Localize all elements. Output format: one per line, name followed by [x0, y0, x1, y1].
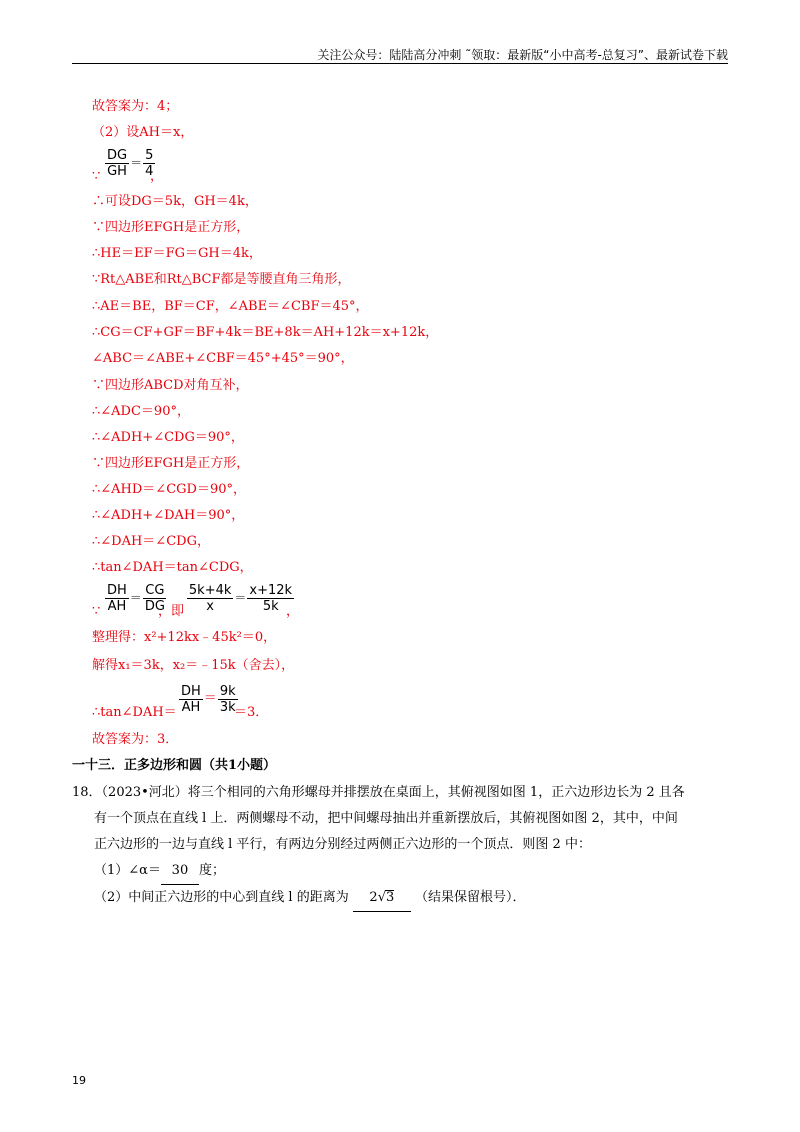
solution-line: ＝3．: [234, 705, 269, 720]
fraction-group: [178, 684, 239, 718]
solution-line: ∴∠ADH+∠CDG＝90°，: [92, 430, 244, 445]
problem-18: [72, 780, 732, 912]
fraction: $\frac{5k+4k}{x}$: [188, 583, 232, 614]
since-symbol: ∵: [92, 169, 101, 184]
page-number: 19: [72, 1074, 86, 1087]
fraction: $\frac{CG}{DG}$: [144, 583, 165, 614]
solution-line: （2）设AH＝x，: [92, 125, 194, 140]
solution-line: ∴可设DG＝5k，GH＝4k，: [92, 194, 258, 209]
fraction: $\frac{DH}{AH}$: [181, 684, 201, 715]
sqrt-icon: √: [377, 890, 386, 905]
question-2: （2）中间正六边形的中心到直线 l 的距离为 2√3 （结果保留根号）．: [72, 885, 732, 912]
fraction: $\frac{DH}{AH}$: [107, 583, 127, 614]
problem-line: 18．（2023•河北）将三个相同的六角形螺母并排摆放在桌面上，其俯视图如图 1，正六边形边长为 2 且各: [72, 785, 685, 800]
fraction: $\frac{5}{4}$: [145, 148, 154, 179]
solution-line: ∴tan∠DAH＝: [92, 705, 177, 720]
solution-line: ∴AE＝BE，BF＝CF，∠ABE＝∠CBF＝45°，: [92, 299, 369, 314]
comma: ，: [286, 604, 300, 619]
solution-line: 故答案为：3．: [92, 732, 179, 747]
page-header: 关注公众号：陆陆高分冲刺 ˜领取：最新版“小中高考-总复习”、最新试卷下载: [317, 48, 728, 62]
solution-line: ∵Rt△ABE和Rt△BCF都是等腰直角三角形，: [92, 272, 351, 287]
fraction: $\frac{9k}{3k}$: [219, 684, 236, 715]
solution-line: ∴∠ADH+∠DAH＝90°，: [92, 508, 245, 523]
section-title: 一十三．正多边形和圆（共1小题）: [72, 758, 277, 773]
header-rule: [72, 63, 728, 64]
solution-line: ∴tan∠DAH＝tan∠CDG，: [92, 560, 253, 575]
ji-text: ，即: [158, 604, 185, 619]
fraction: $\frac{DG}{GH}$: [107, 148, 128, 179]
solution-line: ∠ABC＝∠ABE+∠CBF＝45°+45°＝90°，: [92, 351, 354, 366]
solution-line: ∴∠ADC＝90°，: [92, 404, 190, 419]
problem-line: 正六边形的一边与直线 l 平行，有两边分别经过两侧正六边形的一个顶点．则图 2 中：: [94, 837, 591, 852]
answer-blank: 2√3: [353, 885, 411, 912]
fraction-group: [104, 583, 295, 617]
fraction: $\frac{x+12k}{5k}$: [249, 583, 293, 614]
solution-line: ∴CG＝CF+GF＝BF+4k＝BE+8k＝AH+12k＝x+12k，: [92, 325, 439, 340]
solution-line: 解得x₁＝3k，x₂＝﹣15k（舍去），: [92, 658, 295, 673]
comma: ，: [150, 169, 164, 184]
problem-line: 有一个顶点在直线 l 上．两侧螺母不动，把中间螺母抽出并重新摆放后，其俯视图如图 2，其中，中间: [94, 811, 678, 826]
solution-line: ∵四边形ABCD对角互补，: [92, 378, 249, 393]
solution-line: ∵四边形EFGH是正方形，: [92, 220, 250, 235]
fraction-group: [104, 148, 156, 182]
answer-blank: 30: [161, 858, 199, 885]
equals-sign: ＝: [129, 591, 142, 605]
equals-sign: ＝: [203, 691, 217, 706]
question-1: （1）∠α＝ 30 度；: [72, 858, 732, 885]
solution-line: ∵四边形EFGH是正方形，: [92, 456, 250, 471]
solution-line: ∴HE＝EF＝FG＝GH＝4k，: [92, 246, 262, 261]
therefore-symbol: ∵: [92, 604, 101, 619]
solution-line: 整理得：x²+12kx﹣45k²＝0，: [92, 630, 277, 645]
solution-line: 故答案为：4；: [92, 99, 179, 114]
solution-line: ∴∠AHD＝∠CGD＝90°，: [92, 482, 247, 497]
equals-sign: ＝: [234, 591, 247, 605]
equals-sign: ＝: [130, 156, 143, 170]
solution-line: ∴∠DAH＝∠CDG，: [92, 534, 210, 549]
